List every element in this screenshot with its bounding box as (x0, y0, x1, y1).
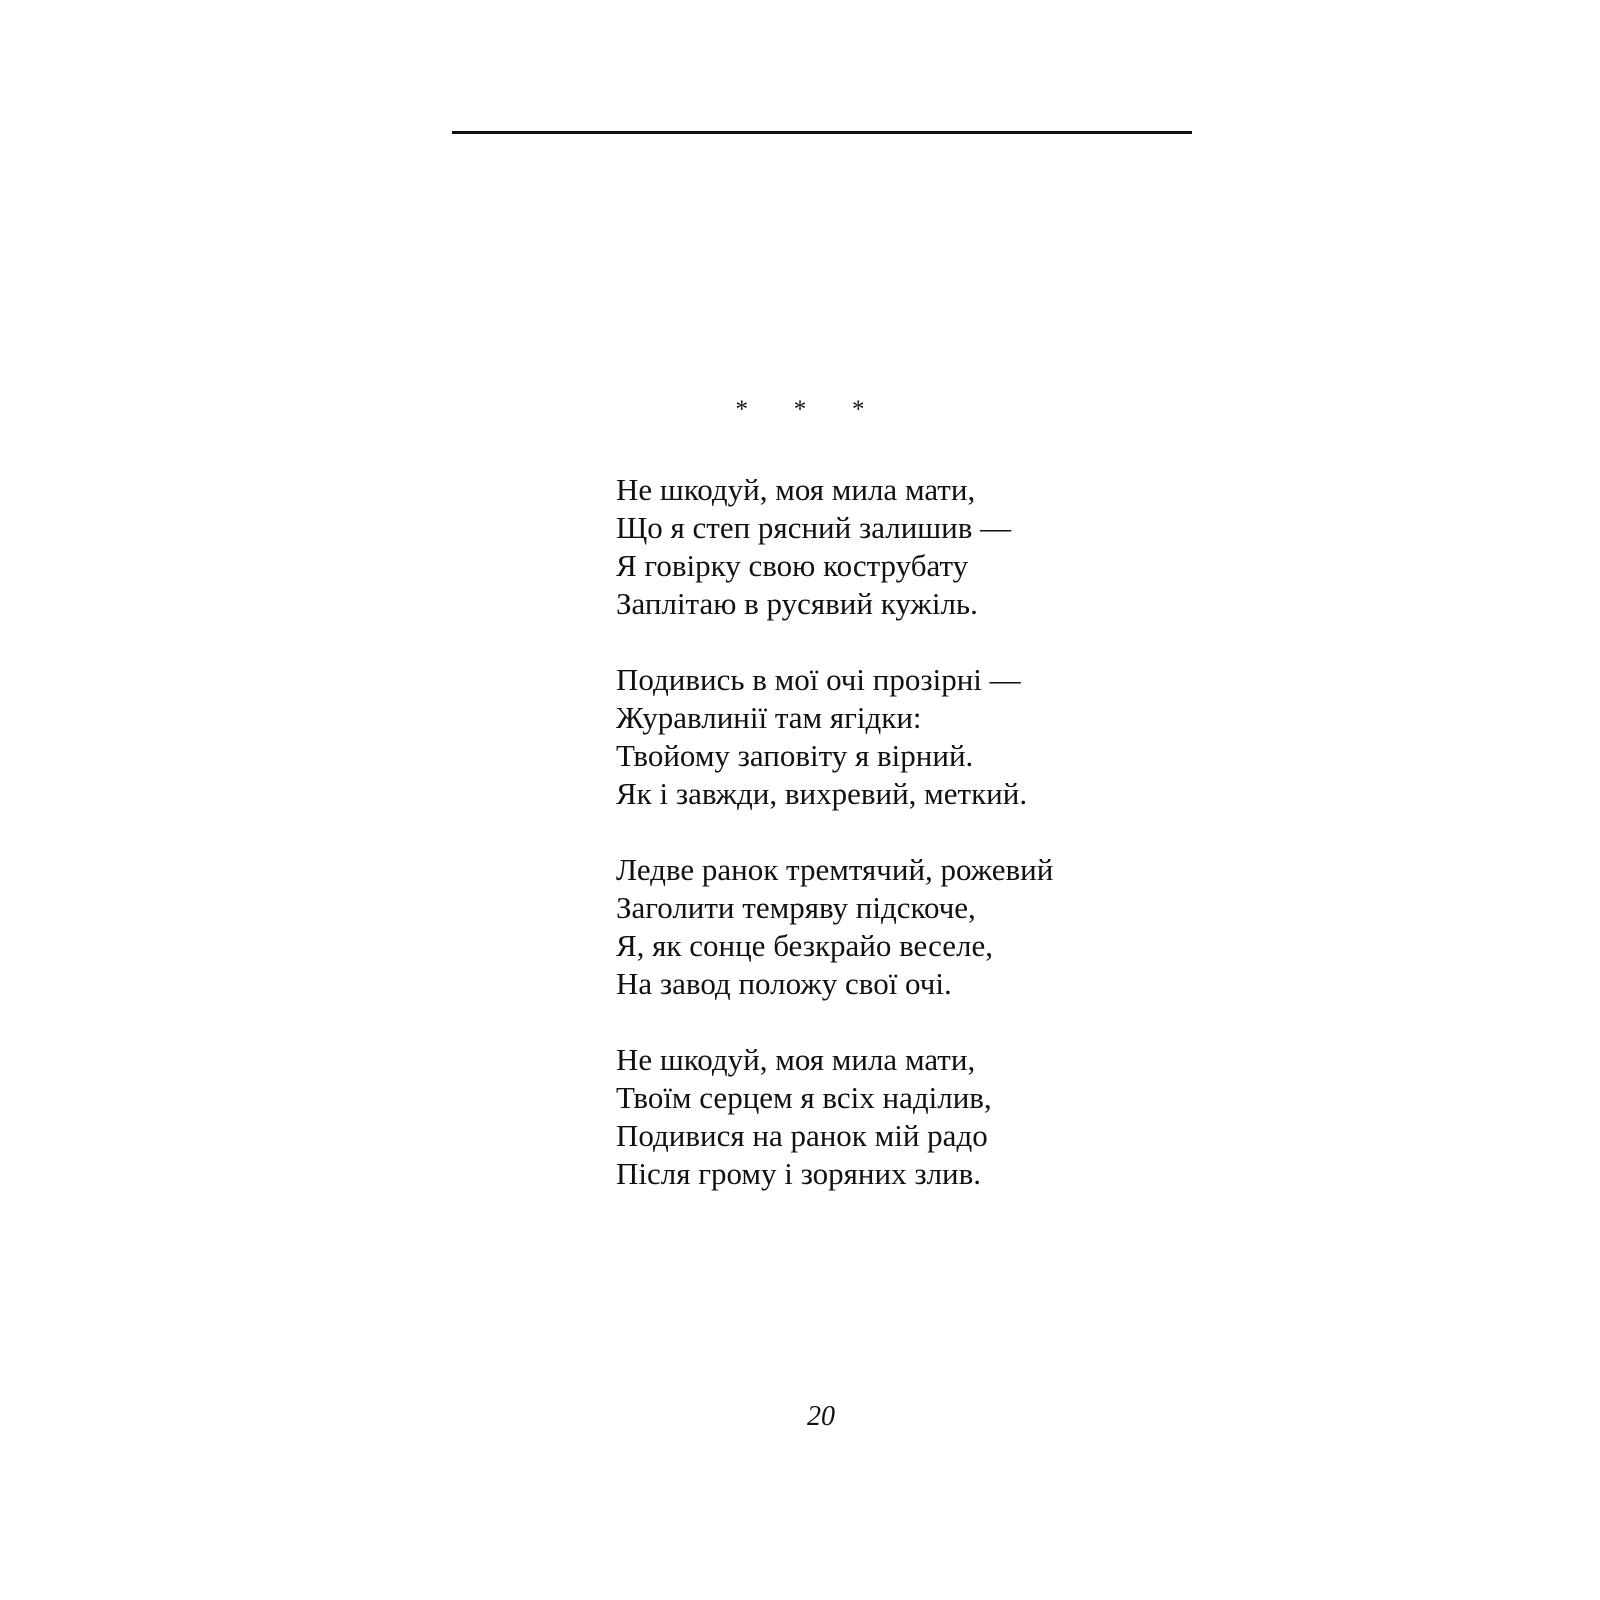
stanza-3 (616, 851, 1053, 1003)
poem-line: Твоїм серцем я всіх наділив, (616, 1080, 992, 1115)
poem-line: Я, як сонце безкрайо веселе, (616, 928, 993, 963)
section-separator (0, 395, 1600, 425)
poem-line: Журавлинії там ягідки: (616, 700, 922, 735)
poem-line: Що я степ рясний залишив — (616, 510, 1012, 545)
poem-line: Як і завжди, вихревий, меткий. (616, 776, 1028, 811)
separator-star: * (852, 396, 865, 423)
poem-line: На завод положу свої очі. (616, 966, 952, 1001)
poem-line: Заплітаю в русявий кужіль. (616, 586, 978, 621)
poem-line: Твойому заповіту я вірний. (616, 738, 974, 773)
poem-line: Заголити темряву підскоче, (616, 890, 976, 925)
stanza-4 (616, 1041, 1053, 1193)
stanza-2 (616, 661, 1053, 813)
separator-star: * (735, 396, 748, 423)
poem-line: Подивися на ранок мій радо (616, 1118, 988, 1153)
poem-line: Ледве ранок тремтячий, рожевий (616, 852, 1054, 887)
poem-line: Після грому і зоряних злив. (616, 1156, 982, 1191)
stanza-1 (616, 471, 1053, 623)
poem-line: Не шкодуй, моя мила мати, (616, 472, 976, 507)
page-number: 20 (807, 1401, 835, 1432)
poem-line: Не шкодуй, моя мила мати, (616, 1042, 976, 1077)
separator-star: * (793, 396, 807, 423)
top-rule (452, 131, 1192, 134)
poem-line: Я говірку свою кострубату (616, 548, 969, 583)
poem (616, 471, 1053, 1193)
poem-line: Подивись в мої очі прозірні — (616, 662, 1021, 697)
